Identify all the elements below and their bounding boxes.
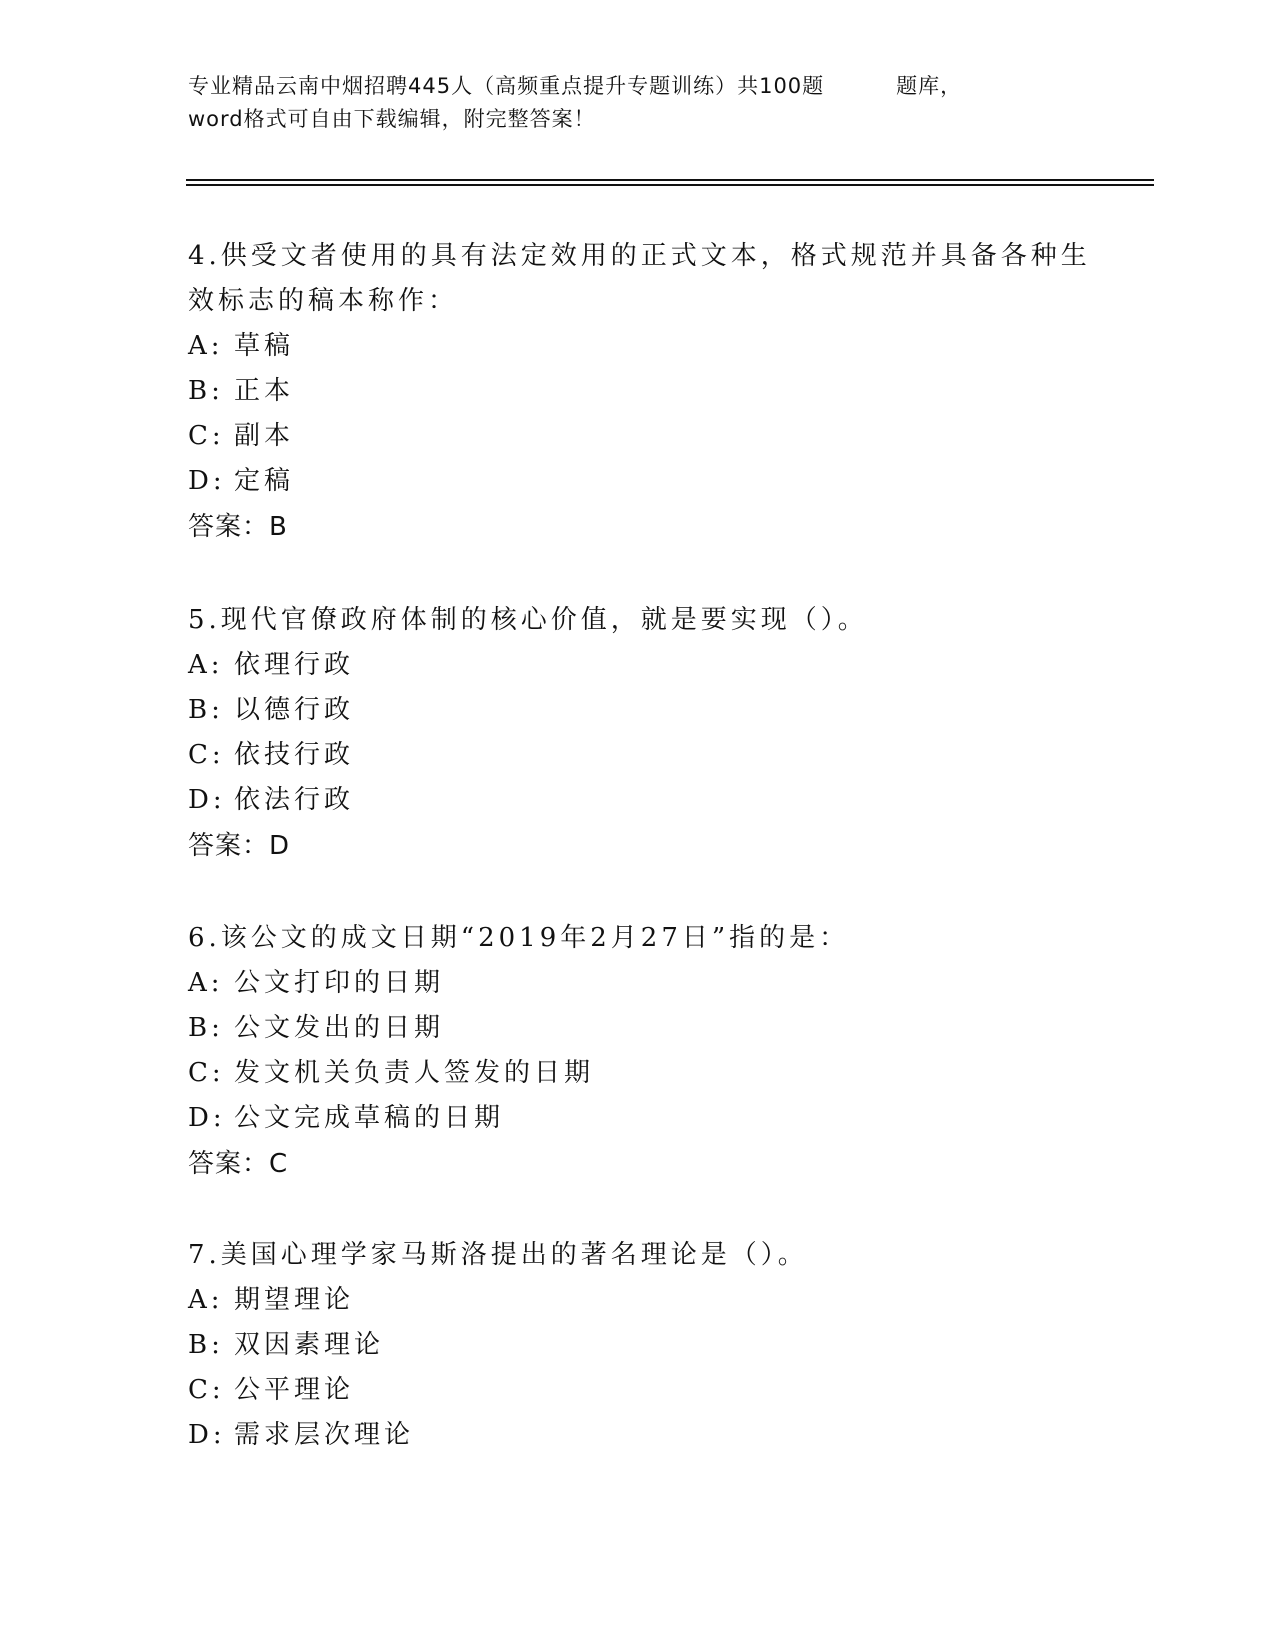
option-key: C: [188, 1058, 225, 1088]
question-5 [188, 598, 1088, 869]
question-stem-line: 4.供受文者使用的具有法定效用的正式文本，格式规范并具备各种生 [188, 241, 1091, 271]
answer-line: 答案：B [188, 512, 288, 542]
question-stem-line: 6.该公文的成文日期“2019年2月27日”指的是： [188, 923, 850, 953]
option-text: 副本 [234, 421, 295, 451]
option-d [188, 778, 1088, 823]
option-key: B: [188, 695, 224, 725]
option-d [188, 459, 1088, 504]
option-d [188, 1413, 1088, 1458]
answer-line: 答案：D [188, 831, 291, 861]
option-text: 双因素理论 [234, 1330, 385, 1360]
option-key: D: [188, 1420, 226, 1450]
header-line-1 [188, 70, 1068, 103]
question-6 [188, 916, 1088, 1187]
header-title: 专业精品云南中烟招聘445人（高频重点提升专题训练）共100题 [188, 74, 825, 98]
option-key: A: [188, 968, 224, 998]
option-key: D: [188, 466, 226, 496]
question-4 [188, 234, 1091, 550]
option-key: D: [188, 785, 226, 815]
question-7 [188, 1233, 1088, 1458]
option-b [188, 1006, 1088, 1051]
header-divider-bottom [186, 184, 1154, 186]
option-text: 正本 [234, 376, 295, 406]
header-title-suffix: 题库， [896, 74, 963, 98]
option-text: 依法行政 [234, 785, 355, 815]
question-stem-line: 效标志的稿本称作： [188, 286, 459, 316]
option-key: A: [188, 1285, 224, 1315]
option-d [188, 1096, 1088, 1141]
document-header [188, 70, 1068, 136]
header-divider-top [186, 179, 1154, 181]
option-a [188, 1278, 1088, 1323]
option-key: B: [188, 1330, 224, 1360]
answer-line: 答案：C [188, 1149, 289, 1179]
option-c [188, 1051, 1088, 1096]
option-key: C: [188, 421, 225, 451]
option-key: C: [188, 740, 225, 770]
option-text: 公平理论 [234, 1375, 355, 1405]
option-text: 草稿 [234, 331, 295, 361]
option-key: C: [188, 1375, 225, 1405]
option-c [188, 1368, 1088, 1413]
option-text: 需求层次理论 [234, 1420, 415, 1450]
option-key: B: [188, 1013, 224, 1043]
option-c [188, 414, 1088, 459]
option-a [188, 643, 1088, 688]
option-text: 发文机关负责人签发的日期 [234, 1058, 595, 1088]
option-text: 依技行政 [234, 740, 355, 770]
option-key: A: [188, 331, 224, 361]
option-text: 公文发出的日期 [234, 1013, 445, 1043]
option-text: 以德行政 [234, 695, 355, 725]
option-text: 期望理论 [234, 1285, 355, 1315]
option-key: D: [188, 1103, 226, 1133]
question-stem-line: 7.美国心理学家马斯洛提出的著名理论是（）。 [188, 1240, 808, 1270]
option-a [188, 324, 1088, 369]
option-text: 依理行政 [234, 650, 355, 680]
question-stem-line: 5.现代官僚政府体制的核心价值，就是要实现（）。 [188, 605, 868, 635]
option-b [188, 1323, 1088, 1368]
option-c [188, 733, 1088, 778]
option-text: 公文打印的日期 [234, 968, 445, 998]
option-b [188, 688, 1088, 733]
header-line-2: word格式可自由下载编辑，附完整答案！ [188, 107, 596, 131]
option-a [188, 961, 1088, 1006]
option-text: 定稿 [234, 466, 295, 496]
option-b [188, 369, 1088, 414]
option-text: 公文完成草稿的日期 [234, 1103, 505, 1133]
option-key: B: [188, 376, 224, 406]
option-key: A: [188, 650, 224, 680]
